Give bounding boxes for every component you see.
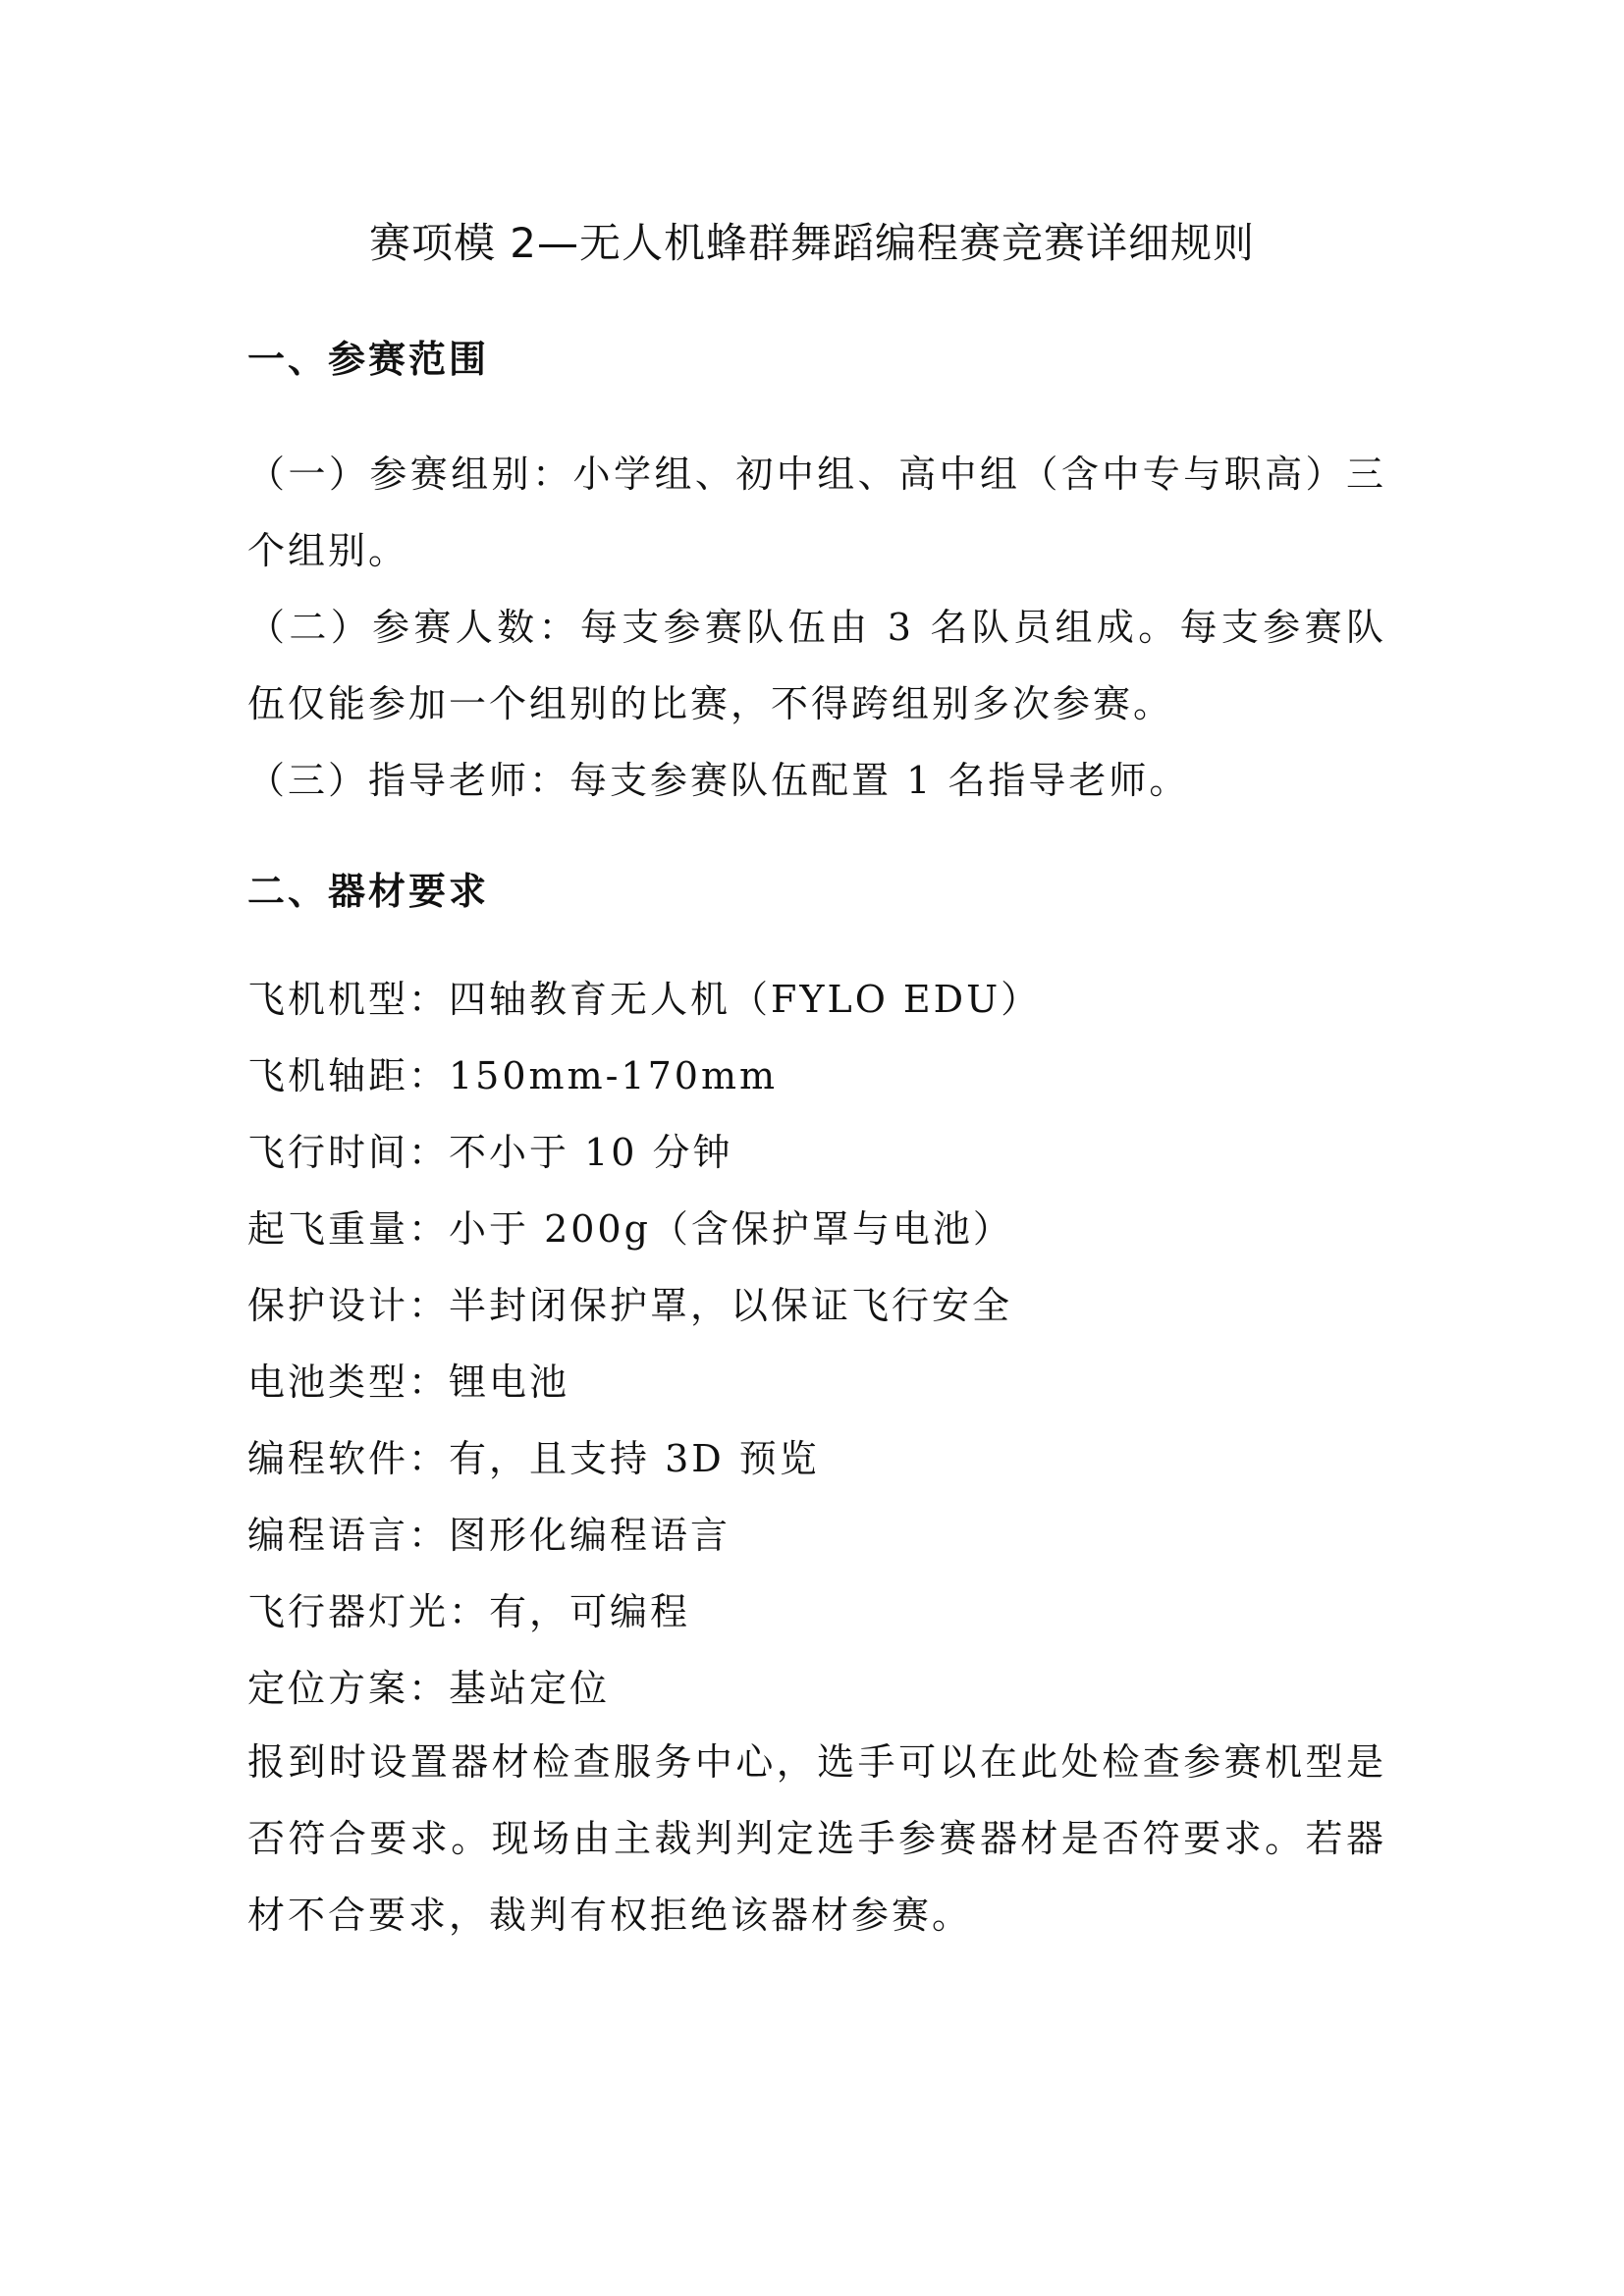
spec-line-positioning: 定位方案：基站定位: [247, 1667, 611, 1710]
spec-line-battery: 电池类型：锂电池: [247, 1361, 570, 1404]
paragraph-instructor: （三）指导老师：每支参赛队伍配置 1 名指导老师。: [247, 759, 1190, 802]
spec-line-lighting: 飞行器灯光：有，可编程: [247, 1590, 691, 1633]
paragraph-groups: （一）参赛组别：小学组、初中组、高中组（含中专与职高）三个组别。: [247, 453, 1386, 572]
document-title: 赛项模 2—无人机蜂群舞蹈编程赛竞赛详细规则: [368, 219, 1256, 267]
spec-line-flight-time: 飞行时间：不小于 10 分钟: [247, 1131, 733, 1174]
spec-line-wheelbase: 飞机轴距：150mm-170mm: [247, 1054, 779, 1097]
section-heading-scope: 一、参赛范围: [247, 338, 490, 381]
paragraph-team-size: （二）参赛人数：每支参赛队伍由 3 名队员组成。每支参赛队伍仅能参加一个组别的比赛，不得跨组别多次参赛。: [247, 606, 1386, 725]
section-heading-equipment: 二、器材要求: [247, 870, 490, 913]
spec-line-model: 飞机机型：四轴教育无人机（FYLO EDU）: [247, 978, 1042, 1021]
spec-line-takeoff-weight: 起飞重量：小于 200g（含保护罩与电池）: [247, 1207, 1013, 1251]
spec-line-software: 编程软件：有，且支持 3D 预览: [247, 1437, 820, 1480]
spec-line-language: 编程语言：图形化编程语言: [247, 1514, 731, 1557]
spec-line-protection: 保护设计：半封闭保护罩，以保证飞行安全: [247, 1284, 1013, 1327]
paragraph-equipment-check: 报到时设置器材检查服务中心，选手可以在此处检查参赛机型是否符合要求。现场由主裁判判定选手参赛器材是否符要求。若器材不合要求，裁判有权拒绝该器材参赛。: [247, 1740, 1386, 1937]
